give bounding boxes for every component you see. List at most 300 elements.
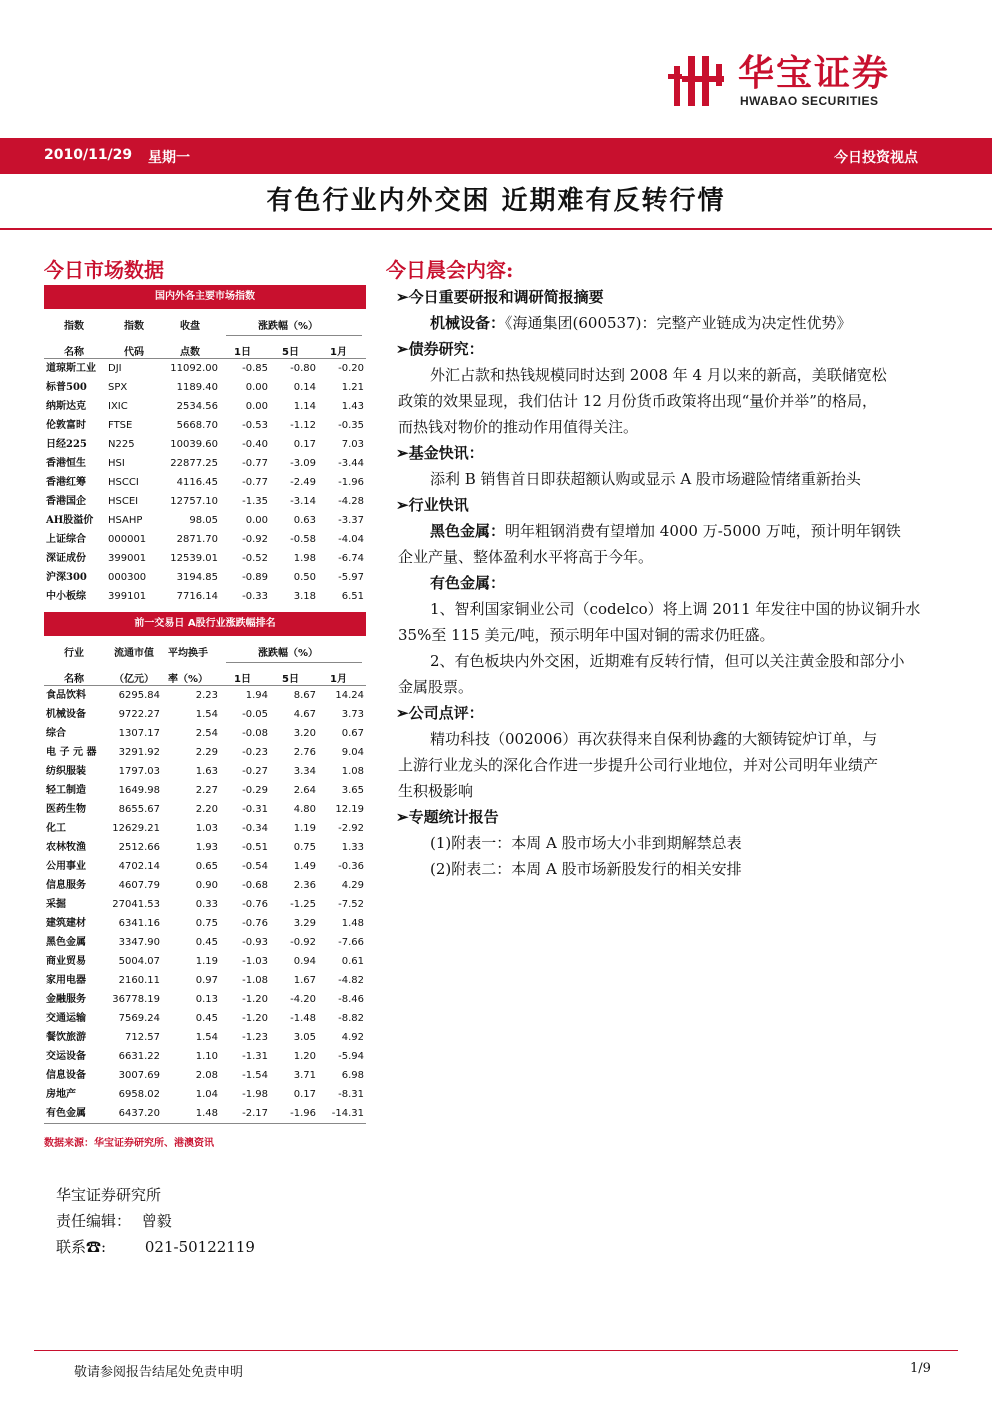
row-change-5d: 0.50 [293, 572, 316, 583]
row-change-1m: 1.48 [341, 918, 364, 929]
appendix-link[interactable]: (1)附表一：本周 A 股市场大小非到期解禁总表 [430, 834, 742, 852]
item-label: 有色金属： [430, 574, 506, 592]
col-header: 5日 [282, 347, 299, 358]
row-name: 黑色金属 [46, 937, 86, 948]
row-change-5d: 1.20 [293, 1051, 316, 1062]
row-change-5d: 3.29 [293, 918, 316, 929]
row-change-5d: 3.18 [293, 591, 316, 602]
row-change-1m: -4.04 [338, 534, 364, 545]
section-bond-research [396, 336, 484, 362]
row-value: 3194.85 [176, 572, 218, 583]
row-change-5d: 3.20 [293, 728, 316, 739]
row-code: 000001 [108, 534, 147, 545]
row-change-1m: -8.46 [338, 994, 364, 1005]
row-value: 0.65 [195, 861, 218, 872]
row-value: 2.29 [195, 747, 218, 758]
editor-name: 曾毅 [141, 1212, 172, 1230]
row-name: 有色金属 [46, 1108, 86, 1119]
row-name: 综合 [46, 728, 66, 739]
row-value: 1.04 [195, 1089, 218, 1100]
row-change-1d: -1.35 [242, 496, 268, 507]
row-value: 1.48 [195, 1108, 218, 1119]
item-label: 黑色金属： [430, 522, 506, 540]
row-change-5d: 1.14 [293, 401, 316, 412]
col-header: 代码 [124, 347, 144, 358]
row-name: 建筑建材 [46, 918, 86, 929]
row-change-1d: -0.33 [242, 591, 268, 602]
row-code: 27041.53 [112, 899, 160, 910]
row-code: 000300 [108, 572, 147, 583]
row-code: 3291.92 [118, 747, 160, 758]
row-change-1m: 3.73 [341, 709, 364, 720]
arrow-bullet-icon: ➢ [396, 340, 409, 358]
row-change-1d: -0.05 [242, 709, 268, 720]
col-header: 1日 [234, 674, 251, 685]
row-name: 交通运输 [46, 1013, 86, 1024]
table-row [44, 511, 366, 530]
logo-english-name: HWABAO SECURITIES [740, 94, 879, 108]
row-value: 0.13 [195, 994, 218, 1005]
arrow-bullet-icon: ➢ [396, 704, 409, 722]
row-change-1m: -7.66 [338, 937, 364, 948]
table-row [44, 378, 366, 397]
col-header: 平均换手 [168, 648, 208, 659]
row-change-1m: 0.61 [341, 956, 364, 967]
row-value: 2.23 [195, 690, 218, 701]
item-text: 《海通集团(600537)：完整产业链成为决定性优势》 [505, 314, 852, 332]
telephone-icon: ☎ [86, 1238, 102, 1256]
row-change-1d: -0.76 [242, 899, 268, 910]
row-change-1m: 1.21 [341, 382, 364, 393]
table-row [44, 971, 366, 990]
table-row [44, 800, 366, 819]
paragraph-line: 2、有色板块内外交困，近期难有反转行情，但可以关注黄金股和部分小 [430, 652, 905, 670]
section-heading: 公司点评： [408, 704, 484, 722]
footer-disclaimer[interactable]: 敬请参阅报告结尾处免责申明 [74, 1365, 244, 1380]
row-value: 0.33 [195, 899, 218, 910]
table-row [44, 587, 366, 606]
row-change-1d: -0.31 [242, 804, 268, 815]
row-code: HSAHP [108, 515, 143, 526]
row-code: 3007.69 [118, 1070, 160, 1081]
row-change-5d: 4.67 [293, 709, 316, 720]
table-row [44, 952, 366, 971]
row-code: 1797.03 [118, 766, 160, 777]
row-change-1d: -0.77 [242, 458, 268, 469]
row-code: 6437.20 [118, 1108, 160, 1119]
row-change-1m: -5.97 [338, 572, 364, 583]
table-row [44, 990, 366, 1009]
row-code: HSCEI [108, 496, 139, 507]
row-change-5d: 3.71 [293, 1070, 316, 1081]
row-name: 金融服务 [46, 994, 86, 1005]
row-code: 1649.98 [118, 785, 160, 796]
row-change-1d: -0.93 [242, 937, 268, 948]
row-change-1d: -1.54 [242, 1070, 268, 1081]
row-change-1d: -0.68 [242, 880, 268, 891]
table-bottom-rule [44, 1123, 366, 1124]
row-change-1d: -0.53 [242, 420, 268, 431]
row-change-5d: 0.14 [293, 382, 316, 393]
row-name: 日经225 [46, 439, 87, 450]
row-name: 电 子 元 器 [46, 747, 97, 758]
row-value: 0.90 [195, 880, 218, 891]
row-code: 4702.14 [118, 861, 160, 872]
col-header: 涨跌幅（%） [258, 648, 319, 659]
row-change-5d: -0.80 [290, 363, 316, 374]
table-row [44, 876, 366, 895]
row-value: 12757.10 [170, 496, 218, 507]
row-change-5d: 4.80 [293, 804, 316, 815]
row-name: 轻工制造 [46, 785, 86, 796]
row-change-1d: -0.40 [242, 439, 268, 450]
table-row [44, 454, 366, 473]
arrow-bullet-icon: ➢ [396, 444, 409, 462]
row-change-1m: 7.03 [341, 439, 364, 450]
paragraph-line: 而热钱对物价的推动作用值得关注。 [398, 418, 639, 436]
row-change-1m: 1.43 [341, 401, 364, 412]
col-header: 点数 [180, 347, 200, 358]
row-change-1m: 1.33 [341, 842, 364, 853]
row-change-1m: -2.92 [338, 823, 364, 834]
table-row [44, 549, 366, 568]
row-code: 2160.11 [118, 975, 160, 986]
row-code: HSI [108, 458, 125, 469]
table-row [44, 530, 366, 549]
row-change-1m: -8.82 [338, 1013, 364, 1024]
col-header: 指数 [124, 321, 144, 332]
row-name: AH股溢价 [46, 515, 94, 526]
table-row [44, 435, 366, 454]
table-row [44, 359, 366, 378]
col-header: 涨跌幅（%） [258, 321, 319, 332]
ferrous-item [430, 518, 901, 544]
col-header: 1月 [330, 674, 347, 685]
col-header: 5日 [282, 674, 299, 685]
table-header [44, 636, 366, 686]
row-change-1d: -0.23 [242, 747, 268, 758]
col-header: 名称 [64, 347, 84, 358]
row-code: 6341.16 [118, 918, 160, 929]
row-name: 机械设备 [46, 709, 86, 720]
table-row [44, 781, 366, 800]
table-row [44, 705, 366, 724]
row-change-1m: -3.44 [338, 458, 364, 469]
row-change-1d: -0.85 [242, 363, 268, 374]
row-code: 12629.21 [112, 823, 160, 834]
table-row [44, 473, 366, 492]
row-change-1m: 1.08 [341, 766, 364, 777]
contact-editor [56, 1210, 172, 1231]
row-value: 5668.70 [176, 420, 218, 431]
col-header: 流通市值 [114, 648, 154, 659]
row-value: 1.19 [195, 956, 218, 967]
table-row [44, 743, 366, 762]
row-value: 0.97 [195, 975, 218, 986]
row-name: 香港恒生 [46, 458, 86, 469]
item-text: 明年粗钢消费有望增加 4000 万-5000 万吨，预计明年钢铁 [505, 522, 901, 540]
report-weekday: 星期一 [148, 150, 190, 166]
row-name: 商业贸易 [46, 956, 86, 967]
row-change-5d: 1.49 [293, 861, 316, 872]
row-value: 2.20 [195, 804, 218, 815]
paragraph-line: 35%至 115 美元/吨，预示明年中国对铜的需求仍旺盛。 [398, 626, 775, 644]
row-code: 6631.22 [118, 1051, 160, 1062]
row-code: FTSE [108, 420, 133, 431]
table-row [44, 914, 366, 933]
row-change-1d: -0.29 [242, 785, 268, 796]
row-value: 2.27 [195, 785, 218, 796]
col-header: 1日 [234, 347, 251, 358]
row-value: 98.05 [189, 515, 218, 526]
row-name: 食品饮料 [46, 690, 86, 701]
row-change-5d: -1.96 [290, 1108, 316, 1119]
row-change-1d: -1.23 [242, 1032, 268, 1043]
row-name: 中小板综 [46, 591, 86, 602]
row-change-1d: -0.89 [242, 572, 268, 583]
arrow-bullet-icon: ➢ [396, 288, 409, 306]
table-row [44, 724, 366, 743]
phone-label: 联系 [56, 1238, 87, 1256]
row-name: 交运设备 [46, 1051, 86, 1062]
row-change-5d: 2.76 [293, 747, 316, 758]
row-name: 化工 [46, 823, 66, 834]
row-change-1d: -0.76 [242, 918, 268, 929]
row-change-1d: -0.27 [242, 766, 268, 777]
row-change-1d: -1.31 [242, 1051, 268, 1062]
row-value: 2534.56 [176, 401, 218, 412]
row-code: 4607.79 [118, 880, 160, 891]
row-name: 餐饮旅游 [46, 1032, 86, 1043]
arrow-bullet-icon: ➢ [396, 808, 409, 826]
col-header: 名称 [64, 674, 84, 685]
row-value: 2871.70 [176, 534, 218, 545]
appendix-link[interactable]: (2)附表二：本周 A 股市场新股发行的相关安排 [430, 860, 742, 878]
row-change-1d: 0.00 [245, 401, 268, 412]
row-change-1d: -0.51 [242, 842, 268, 853]
row-value: 2.54 [195, 728, 218, 739]
row-value: 1.63 [195, 766, 218, 777]
row-code: 8655.67 [118, 804, 160, 815]
paragraph-line: 1、智利国家铜业公司（codelco）将上调 2011 年发往中国的协议铜升水 [430, 600, 921, 618]
row-change-1d: -1.98 [242, 1089, 268, 1100]
row-code: 1307.17 [118, 728, 160, 739]
section-company-review [396, 700, 484, 726]
contact-phone: 联系☎: 021-50122119 [56, 1238, 255, 1256]
machinery-item [430, 310, 851, 336]
row-change-1d: 0.00 [245, 515, 268, 526]
paragraph-line: 政策的效果显现，我们估计 12 月份货币政策将出现“量价并举”的格局， [398, 392, 877, 410]
table-row [44, 492, 366, 511]
table-row [44, 838, 366, 857]
row-code: 399101 [108, 591, 147, 602]
row-value: 12539.01 [170, 553, 218, 564]
table-row [44, 1047, 366, 1066]
row-change-1d: -0.77 [242, 477, 268, 488]
report-section: 今日投资视点 [834, 150, 918, 166]
table-row [44, 416, 366, 435]
row-change-1m: -1.96 [338, 477, 364, 488]
row-value: 22877.25 [170, 458, 218, 469]
company-logo [668, 52, 948, 112]
meeting-content-heading: 今日晨会内容: [386, 258, 514, 282]
col-header: （亿元） [114, 674, 154, 685]
row-change-5d: 2.64 [293, 785, 316, 796]
row-change-5d: 3.05 [293, 1032, 316, 1043]
col-header: 行业 [64, 648, 84, 659]
row-code: 6295.84 [118, 690, 160, 701]
row-code: DJI [108, 363, 122, 374]
row-change-1d: -0.34 [242, 823, 268, 834]
paragraph-line: 添利 B 销售首日即获超额认购或显示 A 股市场避险情绪重新抬头 [430, 470, 861, 488]
row-change-1d: 0.00 [245, 382, 268, 393]
market-index-table [44, 285, 366, 606]
section-heading: 基金快讯： [408, 444, 484, 462]
row-change-1m: -0.36 [338, 861, 364, 872]
page-title: 有色行业内外交困 近期难有反转行情 [266, 186, 726, 216]
col-header: 指数 [64, 321, 84, 332]
row-name: 深证成份 [46, 553, 86, 564]
section-industry-news [396, 492, 469, 518]
row-change-5d: 1.98 [293, 553, 316, 564]
table-row [44, 1085, 366, 1104]
section-heading: 今日重要研报和调研简报摘要 [408, 288, 604, 306]
row-change-1d: -1.20 [242, 1013, 268, 1024]
row-change-1m: -4.28 [338, 496, 364, 507]
row-name: 香港国企 [46, 496, 86, 507]
row-change-1d: -1.08 [242, 975, 268, 986]
section-fund-news [396, 440, 484, 466]
row-change-5d: -2.49 [290, 477, 316, 488]
row-name: 公用事业 [46, 861, 86, 872]
table-row [44, 1066, 366, 1085]
row-name: 信息设备 [46, 1070, 86, 1081]
section-heading: 债券研究： [408, 340, 484, 358]
row-change-1m: 14.24 [335, 690, 364, 701]
row-change-5d: 0.17 [293, 439, 316, 450]
row-code: 7569.24 [118, 1013, 160, 1024]
row-name: 沪深300 [46, 572, 87, 583]
row-code: IXIC [108, 401, 128, 412]
row-change-1m: -3.37 [338, 515, 364, 526]
row-name: 采掘 [46, 899, 66, 910]
row-name: 标普500 [46, 382, 87, 393]
row-change-5d: -1.12 [290, 420, 316, 431]
row-code: N225 [108, 439, 135, 450]
table-row [44, 857, 366, 876]
row-change-1d: -0.54 [242, 861, 268, 872]
row-value: 7716.14 [176, 591, 218, 602]
row-value: 1.54 [195, 709, 218, 720]
row-change-1d: -0.52 [242, 553, 268, 564]
row-change-1m: 3.65 [341, 785, 364, 796]
row-change-5d: -1.48 [290, 1013, 316, 1024]
row-name: 香港红筹 [46, 477, 86, 488]
row-value: 1.10 [195, 1051, 218, 1062]
row-code: 2512.66 [118, 842, 160, 853]
row-name: 伦敦富时 [46, 420, 86, 431]
row-change-1m: -7.52 [338, 899, 364, 910]
row-change-1d: 1.94 [245, 690, 268, 701]
section-heading: 专题统计报告 [408, 808, 499, 826]
row-value: 10039.60 [170, 439, 218, 450]
page-number: 1/9 [910, 1361, 931, 1376]
row-change-1m: 4.29 [341, 880, 364, 891]
row-change-1m: -6.74 [338, 553, 364, 564]
row-change-1d: -1.03 [242, 956, 268, 967]
row-value: 0.45 [195, 1013, 218, 1024]
row-change-5d: -1.25 [290, 899, 316, 910]
row-name: 农林牧渔 [46, 842, 86, 853]
row-name: 纳斯达克 [46, 401, 86, 412]
row-change-1m: 6.51 [341, 591, 364, 602]
row-change-5d: 0.63 [293, 515, 316, 526]
arrow-bullet-icon: ➢ [396, 496, 409, 514]
row-change-1d: -0.92 [242, 534, 268, 545]
row-change-1m: -14.31 [331, 1108, 364, 1119]
table-body [44, 686, 366, 1123]
row-name: 上证综合 [46, 534, 86, 545]
row-code: 399001 [108, 553, 147, 564]
row-change-1m: 6.98 [341, 1070, 364, 1081]
row-change-5d: -4.20 [290, 994, 316, 1005]
row-change-5d: 0.17 [293, 1089, 316, 1100]
row-change-5d: 0.75 [293, 842, 316, 853]
col-header: 收盘 [180, 321, 200, 332]
row-value: 0.45 [195, 937, 218, 948]
row-code: 712.57 [125, 1032, 160, 1043]
table-row [44, 568, 366, 587]
table-row [44, 933, 366, 952]
table-row [44, 895, 366, 914]
col-header: 率（%） [168, 674, 209, 685]
row-change-1m: -0.20 [338, 363, 364, 374]
section-heading: 行业快讯 [408, 496, 469, 514]
row-code: SPX [108, 382, 128, 393]
row-change-1d: -0.08 [242, 728, 268, 739]
logo-mark-icon [668, 52, 730, 110]
row-value: 1189.40 [176, 382, 218, 393]
section-statistics [396, 804, 499, 830]
row-name: 道琼斯工业 [46, 363, 96, 374]
row-value: 2.08 [195, 1070, 218, 1081]
row-value: 4116.45 [176, 477, 218, 488]
row-code: 9722.27 [118, 709, 160, 720]
row-change-5d: -3.09 [290, 458, 316, 469]
row-name: 纺织服装 [46, 766, 86, 777]
data-source-note: 数据来源：华宝证券研究所、港澳资讯 [44, 1138, 214, 1149]
row-change-5d: 0.94 [293, 956, 316, 967]
row-value: 1.93 [195, 842, 218, 853]
row-code: 5004.07 [118, 956, 160, 967]
row-value: 1.54 [195, 1032, 218, 1043]
row-change-5d: -0.58 [290, 534, 316, 545]
paragraph-line: 外汇占款和热钱规模同时达到 2008 年 4 月以来的新高，美联储宽松 [430, 366, 887, 384]
footer-divider [34, 1350, 958, 1351]
editor-label: 责任编辑： [56, 1212, 132, 1230]
row-name: 信息服务 [46, 880, 86, 891]
row-change-1d: -1.20 [242, 994, 268, 1005]
table-row [44, 686, 366, 705]
table-body [44, 359, 366, 606]
row-change-1m: 9.04 [341, 747, 364, 758]
row-change-5d: 1.19 [293, 823, 316, 834]
market-data-heading: 今日市场数据 [44, 258, 164, 282]
report-date: 2010/11/29 [44, 147, 133, 163]
contact-org: 华宝证券研究所 [56, 1186, 162, 1204]
row-code: 3347.90 [118, 937, 160, 948]
logo-chinese-name: 华宝证券 [738, 53, 891, 94]
